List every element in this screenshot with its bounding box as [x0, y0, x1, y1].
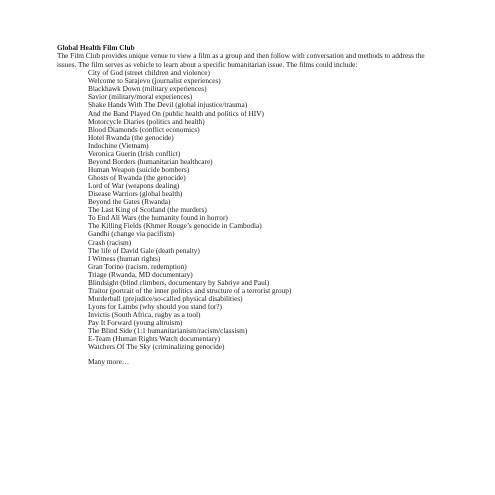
film-list-item: Human Weapon (suicide bombers): [88, 164, 190, 174]
film-list-item: Watchers Of The Sky (criminalizing genocide): [88, 342, 225, 352]
film-list-item: Gandhi (change via pacifism): [88, 229, 175, 239]
document-title: Global Health Film Club: [57, 43, 135, 52]
film-list-item: The life of David Gale (death penalty): [88, 245, 200, 255]
film-list-item: Blindsight (blind climbers, documentary by Sabriye and Paul): [88, 277, 270, 287]
film-list-item: Disease Warriors (global health): [88, 189, 183, 199]
film-list-item: The Blind Side (1:1 humanitarianism/racism/classism): [88, 326, 248, 336]
film-list-item: Pay It Forward (young altruism): [88, 318, 183, 328]
film-list-item: Gran Torino (racism, redemption): [88, 261, 187, 271]
film-list-item: Shake Hands With The Devil (global injustice/trauma): [88, 100, 248, 110]
film-list-item: Lyons for Lambs (why should you stand for?): [88, 302, 222, 312]
film-list-item: Triage (Rwanda, MD documentary): [88, 269, 193, 279]
film-list-item: Invictis (South Africa, rugby as a tool): [88, 310, 201, 320]
film-list-item: Blackhawk Down (military experiences): [88, 84, 207, 94]
film-list-item: The Killing Fields (Khmer Rouge’s genocide in Cambodia): [88, 221, 262, 231]
film-list-item: And the Band Played On (public health and politics of HIV): [88, 108, 264, 118]
film-list-item: Beyond the Gates (Rwanda): [88, 197, 171, 207]
film-list-item: Lord of War (weapons dealing): [88, 181, 180, 191]
film-list-item: Welcome to Sarajevo (journalist experiences): [88, 76, 221, 86]
film-list-item: Indochine (Vietnam): [88, 140, 149, 150]
film-list: [57, 69, 437, 351]
film-list-item: Savior (military/moral experiences): [88, 92, 193, 102]
film-list-item: Motorcycle Diaries (politics and health): [88, 116, 205, 126]
film-list-item: The Last King of Scotland (the murders): [88, 205, 207, 215]
film-list-item: Veronica Guerin (Irish conflict): [88, 148, 181, 158]
intro-paragraph: The Film Club provides unique venue to view a film as a group and then follow with conversation and methods to address the issues. The film serves as vehicle to learn about a specific humanitarian issue. The films could include:: [57, 51, 425, 69]
film-list-item: Ghosts of Rwanda (the genocide): [88, 173, 186, 183]
film-list-item: Crash (racism): [88, 237, 132, 247]
film-list-item: To End All Wars (the humanity found in horror): [88, 213, 228, 223]
many-more-text: Many more…: [88, 357, 130, 367]
film-list-item: City of God (street children and violence): [88, 68, 210, 78]
film-list-item: Blood Diamonds (conflict economics): [88, 124, 200, 134]
film-list-item: Traitor (portrait of the inner politics and structure of a terrorist group): [88, 285, 292, 295]
film-list-item: Hotel Rwanda (the genocide): [88, 132, 174, 142]
film-list-item: Beyond Borders (humanitarian healthcare): [88, 156, 213, 166]
film-list-item: I Witness (human rights): [88, 253, 161, 263]
document-page: [57, 44, 437, 367]
film-list-item: Murderball (prejudice/so-called physical disabilities): [88, 293, 243, 303]
film-list-item: E-Team (Human Rights Watch documentary): [88, 334, 221, 344]
